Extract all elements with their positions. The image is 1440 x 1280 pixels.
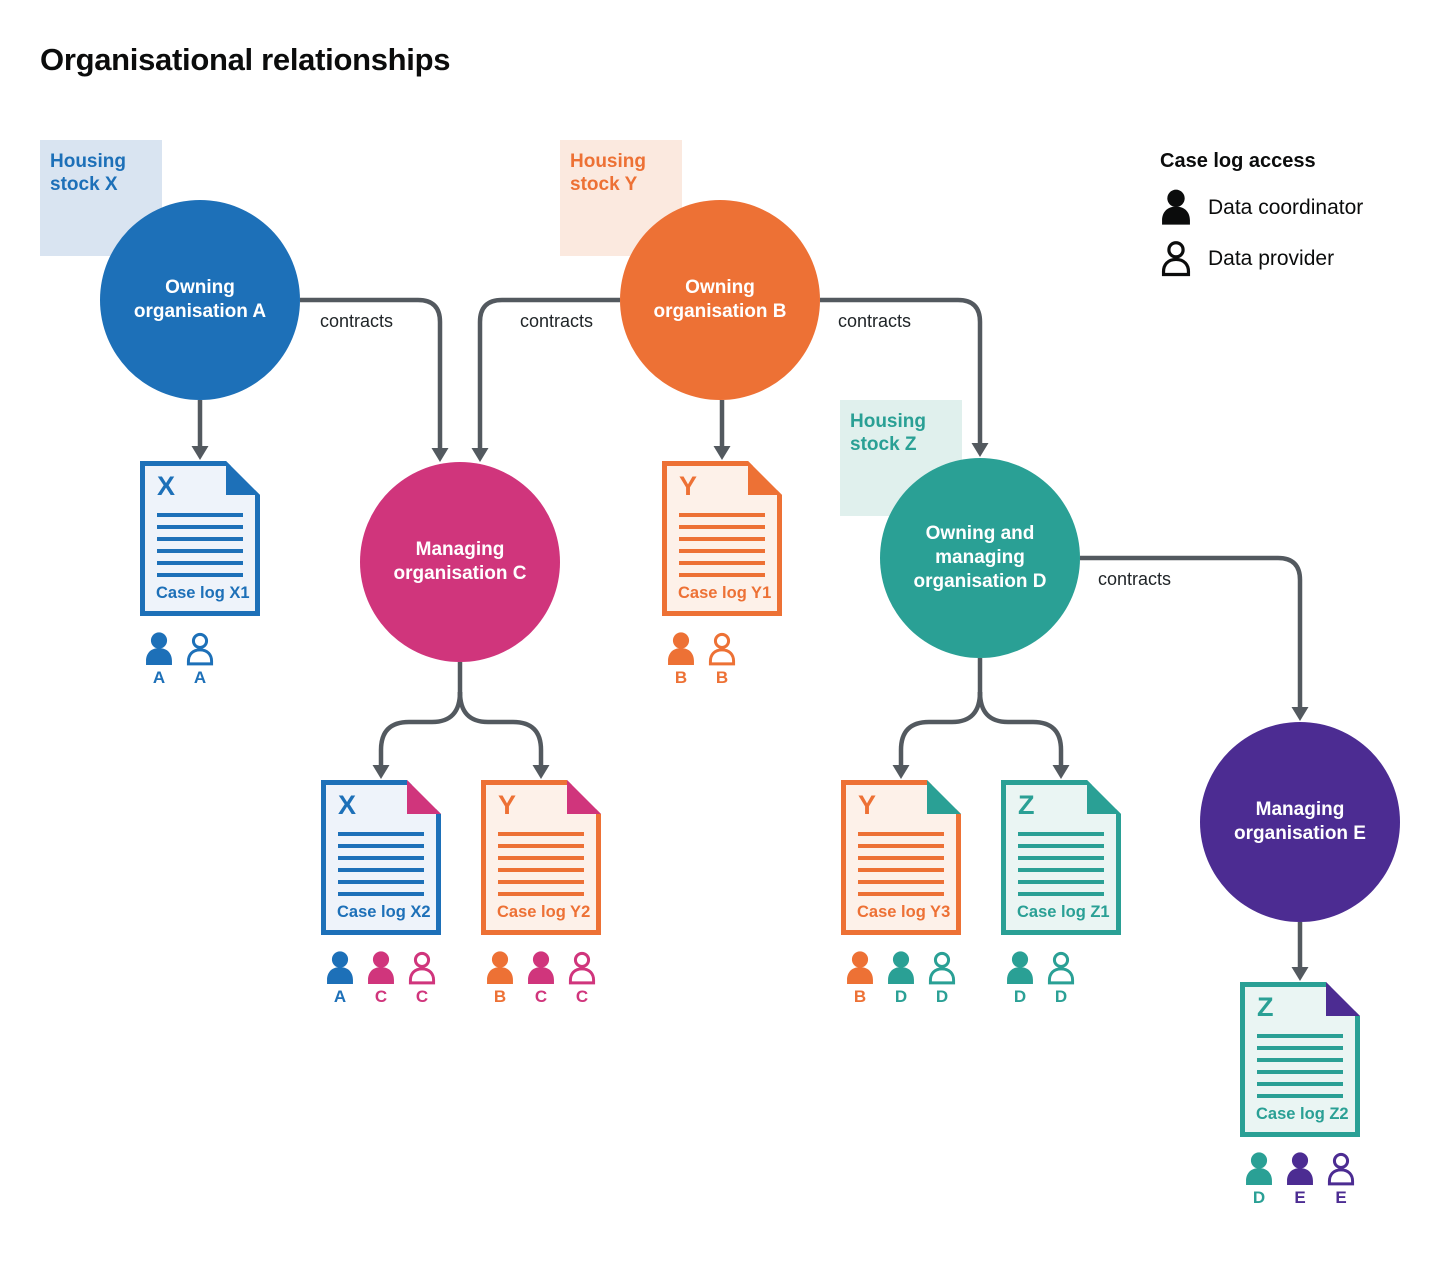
node-label: Managing organisation E — [1234, 799, 1366, 844]
data-provider-entry — [185, 632, 215, 686]
housing-stock-z-tag: Housing stock Z — [840, 400, 962, 516]
access-org-letter: C — [415, 987, 429, 1006]
arrow-c-to-x2 — [381, 692, 460, 765]
data-coordinator-entry — [144, 632, 174, 686]
folded-corner-icon — [1087, 780, 1121, 814]
data-provider-entry — [407, 951, 437, 1005]
data-provider-entry — [1326, 1152, 1356, 1206]
doc-text-lines — [157, 513, 243, 577]
person-outline-icon — [567, 951, 597, 985]
case-log-z1-document — [1001, 780, 1121, 935]
data-provider-entry — [1046, 951, 1076, 1005]
folded-corner-icon — [567, 780, 601, 814]
person-filled-icon — [666, 632, 696, 666]
case-log-y2-document — [481, 780, 601, 935]
person-outline-icon — [1046, 951, 1076, 985]
person-outline-icon — [707, 632, 737, 666]
data-coordinator-entry — [666, 632, 696, 686]
doc-label: Case log Z1 — [1017, 903, 1110, 921]
case-log-y1-document — [662, 461, 782, 616]
arrowhead-icon — [373, 765, 390, 779]
folded-corner-icon — [1326, 982, 1360, 1016]
arrowhead-icon — [1292, 707, 1309, 721]
doc-label: Case log Z2 — [1256, 1105, 1349, 1123]
folded-corner-icon — [226, 461, 260, 495]
case-log-z1-access — [1005, 951, 1076, 1005]
person-filled-icon — [886, 951, 916, 985]
data-coordinator-entry — [366, 951, 396, 1005]
person-outline-icon — [1160, 240, 1192, 277]
case-log-y3-document — [841, 780, 961, 935]
person-outline-icon — [407, 951, 437, 985]
access-org-letter: B — [715, 668, 729, 687]
access-org-letter: E — [1294, 1188, 1306, 1207]
legend-label: Data provider — [1208, 246, 1335, 270]
case-log-y1-access — [666, 632, 737, 686]
arrowhead-icon — [714, 446, 731, 460]
node-owning-organisation-b — [620, 200, 820, 400]
doc-label: Case log Y3 — [857, 903, 951, 921]
access-org-letter: B — [853, 987, 867, 1006]
person-filled-icon — [1160, 189, 1192, 226]
arrow-d-to-z1 — [980, 692, 1061, 765]
node-owning-managing-organisation-d — [880, 458, 1080, 658]
doc-text-lines — [858, 832, 944, 896]
doc-letter: Y — [498, 790, 517, 820]
data-coordinator-entry — [1285, 1152, 1315, 1206]
arrowhead-icon — [533, 765, 550, 779]
data-coordinator-entry — [485, 951, 515, 1005]
doc-label: Case log Y1 — [678, 584, 772, 602]
data-coordinator-entry — [526, 951, 556, 1005]
folded-corner-icon — [927, 780, 961, 814]
data-coordinator-entry — [886, 951, 916, 1005]
case-log-y2-access — [485, 951, 597, 1005]
arrowhead-icon — [893, 765, 910, 779]
access-org-letter: B — [493, 987, 507, 1006]
node-label: Managing organisation C — [393, 539, 527, 584]
doc-label: Case log Y2 — [497, 903, 591, 921]
access-org-letter: C — [575, 987, 589, 1006]
arrowhead-icon — [972, 443, 989, 457]
case-log-z2-document — [1240, 982, 1360, 1137]
arrowhead-icon — [472, 448, 489, 462]
folded-corner-icon — [748, 461, 782, 495]
doc-letter: Y — [679, 471, 698, 501]
person-filled-icon — [325, 951, 355, 985]
node-owning-organisation-a — [100, 200, 300, 400]
arrow-c-to-y2 — [460, 692, 541, 765]
person-filled-icon — [1285, 1152, 1315, 1186]
case-log-z2-access — [1244, 1152, 1356, 1206]
data-coordinator-entry — [325, 951, 355, 1005]
doc-label: Case log X2 — [337, 903, 431, 921]
data-provider-entry — [707, 632, 737, 686]
arrowhead-icon — [192, 446, 209, 460]
case-log-x1-document — [140, 461, 260, 616]
data-provider-entry — [927, 951, 957, 1005]
doc-letter: Y — [858, 790, 877, 820]
contracts-label-d-e: contracts — [1098, 569, 1172, 589]
data-coordinator-entry — [1244, 1152, 1274, 1206]
folded-corner-icon — [407, 780, 441, 814]
doc-text-lines — [679, 513, 765, 577]
person-filled-icon — [144, 632, 174, 666]
doc-letter: Z — [1018, 790, 1035, 820]
legend-label: Data coordinator — [1208, 195, 1364, 219]
node-managing-organisation-e — [1200, 722, 1400, 922]
doc-text-lines — [1257, 1034, 1343, 1098]
access-org-letter: A — [333, 987, 347, 1006]
legend — [1160, 150, 1363, 291]
person-outline-icon — [185, 632, 215, 666]
access-org-letter: D — [894, 987, 908, 1006]
contracts-label-a-c: contracts — [320, 311, 394, 331]
legend-item-data-coordinator — [1160, 189, 1363, 226]
node-label: Owning organisation A — [133, 277, 267, 322]
case-log-x2-access — [325, 951, 437, 1005]
case-log-y3-access — [845, 951, 957, 1005]
doc-label: Case log X1 — [156, 584, 250, 602]
arrowhead-icon — [1292, 967, 1309, 981]
page-title: Organisational relationships — [40, 42, 451, 77]
doc-text-lines — [498, 832, 584, 896]
data-provider-entry — [567, 951, 597, 1005]
person-filled-icon — [1005, 951, 1035, 985]
doc-text-lines — [1018, 832, 1104, 896]
access-org-letter: A — [193, 668, 207, 687]
node-managing-organisation-c — [360, 462, 560, 662]
access-org-letter: B — [674, 668, 688, 687]
access-org-letter: C — [374, 987, 388, 1006]
doc-letter: X — [157, 471, 176, 501]
access-org-letter: D — [935, 987, 949, 1006]
contracts-label-b-c: contracts — [520, 311, 594, 331]
arrowhead-icon — [1053, 765, 1070, 779]
doc-letter: Z — [1257, 992, 1274, 1022]
node-label: Owning organisation B — [653, 277, 787, 322]
access-org-letter: D — [1054, 987, 1068, 1006]
person-filled-icon — [526, 951, 556, 985]
person-filled-icon — [485, 951, 515, 985]
person-filled-icon — [366, 951, 396, 985]
access-org-letter: A — [152, 668, 166, 687]
person-filled-icon — [1244, 1152, 1274, 1186]
arrowhead-icon — [432, 448, 449, 462]
doc-text-lines — [338, 832, 424, 896]
legend-title: Case log access — [1160, 150, 1316, 172]
doc-letter: X — [338, 790, 357, 820]
node-label: Owning and managing organisation D — [913, 523, 1047, 592]
legend-item-data-provider — [1160, 240, 1363, 277]
access-org-letter: D — [1013, 987, 1027, 1006]
housing-stock-x-tag: Housing stock X — [40, 140, 162, 256]
person-filled-icon — [845, 951, 875, 985]
person-outline-icon — [1326, 1152, 1356, 1186]
arrow-d-to-y3 — [901, 692, 980, 765]
access-org-letter: E — [1335, 1188, 1347, 1207]
access-org-letter: D — [1252, 1188, 1266, 1207]
person-outline-icon — [927, 951, 957, 985]
data-coordinator-entry — [1005, 951, 1035, 1005]
contracts-label-b-d: contracts — [838, 311, 912, 331]
data-coordinator-entry — [845, 951, 875, 1005]
case-log-x2-document — [321, 780, 441, 935]
access-org-letter: C — [534, 987, 548, 1006]
housing-stock-y-tag: Housing stock Y — [560, 140, 682, 256]
case-log-x1-access — [144, 632, 215, 686]
